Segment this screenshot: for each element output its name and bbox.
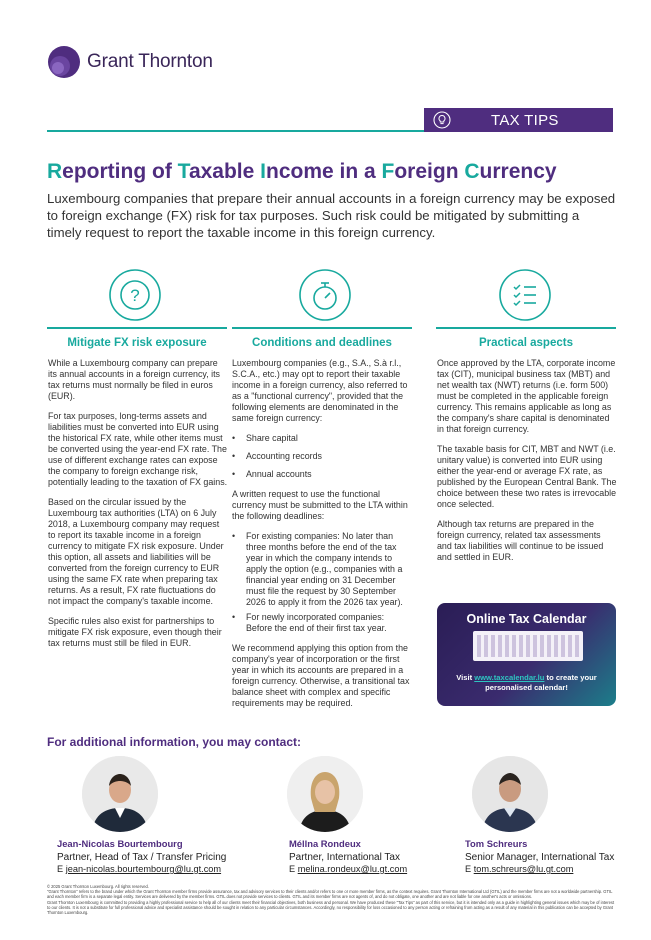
checklist-icon bbox=[498, 268, 552, 322]
question-icon bbox=[108, 268, 162, 322]
grant-thornton-logo bbox=[47, 45, 213, 79]
email-prefix: E bbox=[465, 864, 474, 874]
contact-tom bbox=[465, 838, 614, 874]
title-text: eporting of bbox=[62, 160, 178, 183]
person-photo bbox=[82, 756, 158, 832]
title-capital: F bbox=[381, 160, 395, 183]
avatar bbox=[287, 756, 363, 832]
paragraph: Specific rules also exist for partnerships to mitigate FX risk exposure, even though their tax returns must still be filed in EUR. bbox=[48, 616, 222, 648]
list-item: • Share capital bbox=[232, 433, 412, 444]
contact-email bbox=[289, 864, 407, 874]
calendar-link[interactable]: www.taxcalendar.lu bbox=[474, 673, 545, 682]
paragraph: A written request to use the functional currency must be submitted to the LTA within the following deadlines: bbox=[232, 489, 408, 521]
column-rule bbox=[47, 327, 227, 329]
logo-text: Grant Thornton bbox=[87, 51, 213, 72]
paragraph: For tax purposes, long-terms assets and liabilities must be converted into EUR using the historical FX rate, while other items must be converted using the year-end FX rate. The use of different exchange rates can expose the company to foreign exchange risk, potentially leading to the taxation of FX gains. bbox=[48, 411, 228, 487]
paragraph: Based on the circular issued by the Luxembourg tax authorities (LTA) on 6 July 2018, a Luxembourg company may request to report its taxable income in a foreign currency to mitigate FX risk exposure. Under this option, all assets and liabilities will be converted from the foreign currency to EUR using the same FX rate when preparing tax returns. As a result, FX rate fluctuations do not impact the company's taxable income. bbox=[48, 497, 224, 606]
mitigate-column bbox=[48, 358, 228, 658]
list-item: • For existing companies: No later than three months before the end of the tax year in which the company intends to apply the option (e.g., companies with a financial year ending on 31 December must file the request by 30 September 2026 to apply it from the 2026 tax year). bbox=[232, 531, 412, 608]
paragraph: We recommend applying this option from the company's year of incorporation or the first year in which its accounts are prepared in a foreign currency. Otherwise, a transitional tax balance sheet with complex and specific requirements may be required. bbox=[232, 643, 410, 708]
calendar-title: Online Tax Calendar bbox=[466, 612, 587, 626]
contact-melina bbox=[289, 838, 407, 874]
email-link[interactable]: melina.rondeux@lu.gt.com bbox=[297, 864, 408, 874]
contact-role: Partner, International Tax bbox=[289, 852, 400, 863]
legal-text: Grant Thornton Luxembourg is committed to providing a highly professional service to help all of our clients meet their financial objectives, both business and personal. We have produced these "Tax Tips" as part of this service, but it is intended only as a guide in highlighting general issues which may be of interest to our clients. It is not a substitute for full professional advice and specialist assistance should be sought in relation to any particular circumstances. Accordingly, no responsibility for loss occasioned to any person acting or refraining from acting as a result of any material in this publication can be accepted by Grant Thornton Luxembourg. bbox=[47, 899, 615, 916]
tax-tips-label: TAX TIPS bbox=[491, 111, 559, 129]
title-capital: R bbox=[47, 160, 63, 183]
title-capital: C bbox=[464, 160, 480, 183]
legal-footer bbox=[47, 884, 617, 915]
title-capital: T bbox=[177, 160, 189, 183]
grant-thornton-logo-icon bbox=[47, 45, 81, 79]
paragraph: Luxembourg companies (e.g., S.A., S.à r.l., S.C.A., etc.) may opt to report their taxable income in a foreign currency, also referred to as a "functional currency", provided that the following elements are denominated in the same foreign currency: bbox=[232, 358, 408, 423]
contact-heading: For additional information, you may contact: bbox=[47, 735, 302, 749]
legal-text: "Grant Thornton" refers to the brand under which the Grant Thornton member firms provide assurance, tax and advisory services to their clients and/or refers to one or more member firms, as the context requires. Grant Thornton International Ltd (GTIL) and the member firms are not a worldwide partnership. GTIL and each member firm is a separate legal entity. Services are delivered by the member firms. GTIL does not provide services to clients. GTIL and its member firms are not agents of, and do not obligate, one another and are not liable for one another's acts or omissions. bbox=[47, 889, 613, 900]
page-title bbox=[47, 160, 557, 184]
lightbulb-icon bbox=[433, 111, 451, 129]
copyright: © 2025 Grant Thornton Luxembourg. All rights reserved. bbox=[47, 884, 149, 889]
title-text: oreign bbox=[394, 160, 465, 183]
column-rule bbox=[232, 327, 412, 329]
column-rule bbox=[436, 327, 616, 329]
list-item: • For newly incorporated companies: Before the end of their first tax year. bbox=[232, 612, 412, 634]
conditions-heading: Conditions and deadlines bbox=[252, 337, 392, 349]
contact-role: Senior Manager, International Tax bbox=[465, 852, 615, 863]
calendar-grid bbox=[477, 635, 579, 657]
tax-calendar-promo[interactable] bbox=[437, 603, 616, 706]
email-link[interactable]: jean-nicolas.bourtembourg@lu.gt.com bbox=[65, 864, 222, 874]
practical-column bbox=[437, 358, 617, 572]
calendar-text bbox=[445, 673, 608, 693]
person-photo bbox=[472, 756, 548, 832]
title-text: urrency bbox=[479, 160, 557, 183]
contact-email bbox=[57, 864, 226, 874]
paragraph: The taxable basis for CIT, MBT and NWT (i.e. unitary value) is converted into EUR using either the year-end or average FX rate, as published by the European Central Bank. The choice between these two rates is irrevocable once selected. bbox=[437, 444, 617, 509]
contact-name: Tom Schreurs bbox=[465, 838, 528, 849]
list-item: • Annual accounts bbox=[232, 469, 412, 480]
calendar-post: to create your personalised calendar! bbox=[485, 673, 597, 692]
email-prefix: E bbox=[289, 864, 298, 874]
avatar bbox=[472, 756, 548, 832]
tax-tips-banner bbox=[424, 108, 613, 132]
deadlines-list bbox=[232, 531, 412, 634]
avatar bbox=[82, 756, 158, 832]
contact-role: Partner, Head of Tax / Transfer Pricing bbox=[57, 852, 227, 863]
intro-paragraph: Luxembourg companies that prepare their annual accounts in a foreign currency may be exposed to foreign exchange (FX) risk for tax purposes. Such risk could be mitigated by submitting a timely request to report the taxable income in this foreign currency. bbox=[47, 191, 616, 240]
conditions-column bbox=[232, 358, 412, 718]
paragraph: While a Luxembourg company can prepare its annual accounts in a foreign currency, its tax returns must normally be filed in euros (EUR). bbox=[48, 358, 220, 401]
practical-heading: Practical aspects bbox=[479, 337, 573, 349]
elements-list bbox=[232, 433, 412, 480]
paragraph: Although tax returns are prepared in the foreign currency, related tax assessments and tax liabilities will continue to be issued and settled in EUR. bbox=[437, 519, 604, 562]
contact-name: Méllna Rondeux bbox=[289, 838, 361, 849]
mitigate-heading: Mitigate FX risk exposure bbox=[67, 337, 207, 349]
svg-text:?: ? bbox=[130, 286, 140, 305]
calendar-pre: Visit bbox=[456, 673, 475, 682]
paragraph: Once approved by the LTA, corporate income tax (CIT), municipal business tax (MBT) and net wealth tax (NWT) returns (i.e. form 500) must be completed in the applicable foreign currency. This remains applicable as long as the company's share capital is denominated in that foreign currency. bbox=[437, 358, 616, 434]
email-prefix: E bbox=[57, 864, 66, 874]
title-capital: I bbox=[260, 160, 266, 183]
title-text: axable bbox=[188, 160, 261, 183]
contact-jean-nicolas bbox=[57, 838, 226, 874]
contact-name: Jean-Nicolas Bourtembourg bbox=[57, 838, 183, 849]
email-link[interactable]: tom.schreurs@lu.gt.com bbox=[473, 864, 574, 874]
person-photo bbox=[287, 756, 363, 832]
title-text: ncome in a bbox=[266, 160, 382, 183]
list-item: • Accounting records bbox=[232, 451, 412, 462]
contact-email bbox=[465, 864, 614, 874]
stopwatch-icon bbox=[298, 268, 352, 322]
